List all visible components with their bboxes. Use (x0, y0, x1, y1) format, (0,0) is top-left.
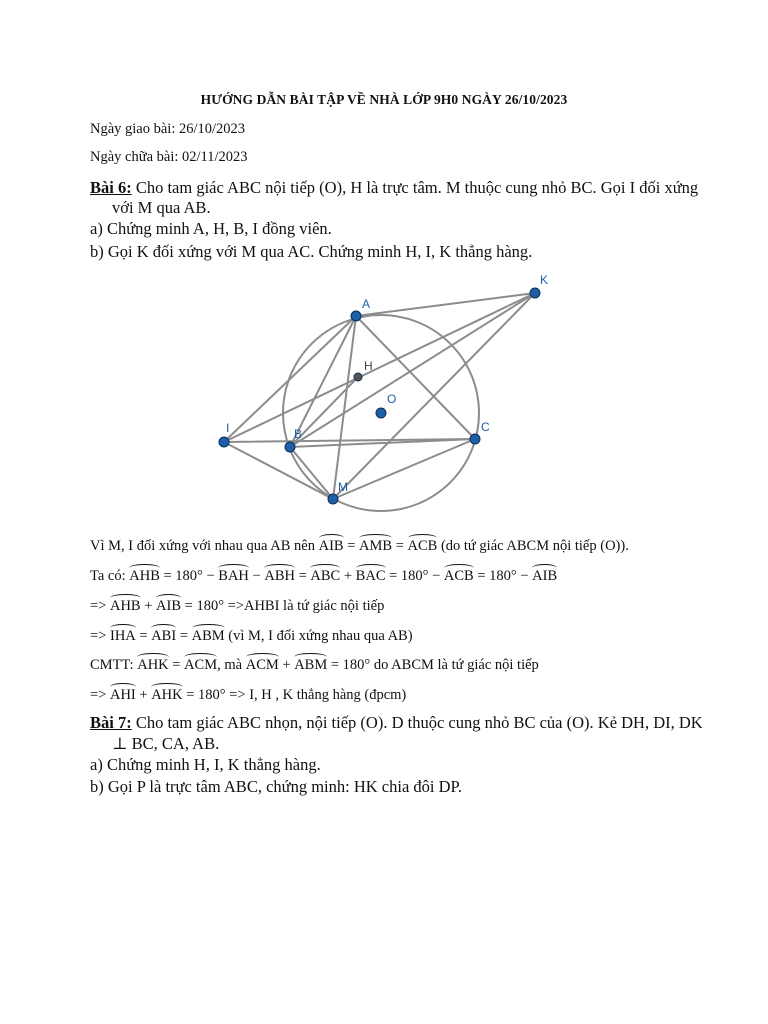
point-i (219, 437, 229, 447)
point-a (351, 311, 361, 321)
bai6-statement (90, 178, 698, 198)
bai6-part-b: b) Gọi K đối xứng với M qua AC. Chứng minh H, I, K thẳng hàng. (90, 242, 533, 261)
solution-line-6: => AHI + AHK = 180° => I, H , K thẳng hàng (đpcm) (90, 684, 406, 704)
label-m: M (338, 480, 348, 494)
label-c: C (481, 420, 490, 434)
segment-cm (333, 439, 475, 499)
point-m (328, 494, 338, 504)
bai7-part-b: b) Gọi P là trực tâm ABC, chứng minh: HK chia đôi DP. (90, 777, 462, 796)
bai6-line1: Cho tam giác ABC nội tiếp (O), H là trực tâm. M thuộc cung nhỏ BC. Gọi I đối xứng (131, 178, 699, 197)
point-c (470, 434, 480, 444)
label-h: H (364, 359, 373, 373)
point-b (285, 442, 295, 452)
bai6-line2: với M qua AB. (112, 198, 211, 217)
solution-line-1: Vì M, I đối xứng với nhau qua AB nên AIB = AMB = ACB (do tứ giác ABCM nội tiếp (O)). (90, 535, 629, 555)
segment-bk (290, 293, 535, 447)
bai7-part-a: a) Chứng minh H, I, K thẳng hàng. (90, 755, 321, 774)
point-o (376, 408, 386, 418)
solution-line-4: => IHA = ABI = ABM (vì M, I đối xứng nhau qua AB) (90, 625, 413, 645)
solution-line-3: => AHB + AIB = 180° =>AHBI là tứ giác nội tiếp (90, 595, 384, 615)
bai7-statement (90, 713, 703, 733)
label-o: O (387, 392, 397, 406)
segment-im (224, 442, 333, 499)
label-k: K (540, 273, 549, 287)
solution-line-2: Ta có: AHB = 180° − BAH − ABH = ABC + BAC = 180° − ACB = 180° − AIB (90, 565, 557, 585)
segment-ak (356, 293, 535, 316)
figure-lines (224, 293, 535, 511)
label-a: A (362, 297, 371, 311)
segment-bm (290, 447, 333, 499)
bai7-line1: Cho tam giác ABC nhọn, nội tiếp (O). D thuộc cung nhỏ BC của (O). Kẻ DH, DI, DK (131, 713, 703, 732)
figure-labels (226, 273, 548, 494)
bai6-part-a: a) Chứng minh A, H, B, I đồng viên. (90, 219, 332, 238)
point-h (354, 373, 362, 381)
segment-ai (224, 316, 356, 442)
label-i: I (226, 421, 230, 435)
bai6-label: Bài 6: (90, 178, 132, 197)
geometry-figure (210, 266, 560, 516)
segment-ac (356, 316, 475, 439)
point-k (530, 288, 540, 298)
review-date: Ngày chữa bài: 02/11/2023 (90, 149, 248, 165)
page-title: HƯỚNG DẪN BÀI TẬP VỀ NHÀ LỚP 9H0 NGÀY 26/10/2023 (200, 92, 568, 107)
bai7-label: Bài 7: (90, 713, 132, 732)
assigned-date: Ngày giao bài: 26/10/2023 (90, 121, 246, 137)
solution-line-5: CMTT: AHK = ACM, mà ACM + ABM = 180° do ABCM là tứ giác nội tiếp (90, 654, 539, 674)
label-b: B (294, 427, 303, 441)
bai7-line2: ⊥ BC, CA, AB. (112, 734, 220, 753)
